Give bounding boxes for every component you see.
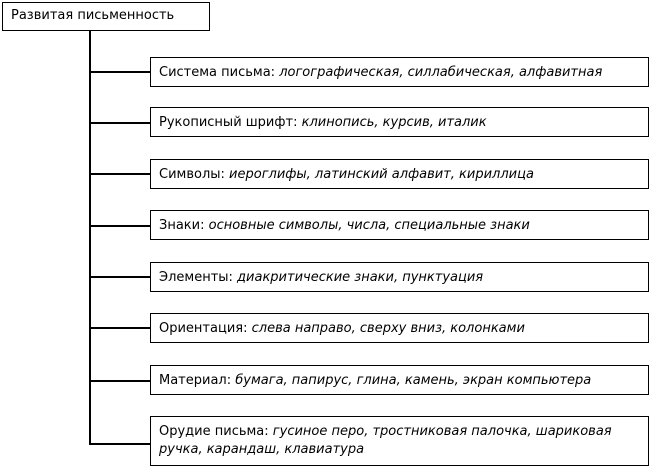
branch-connector bbox=[89, 380, 150, 382]
node-label: Рукописный шрифт: bbox=[159, 115, 298, 130]
node-label: Орудие письма: bbox=[159, 424, 269, 439]
node-items: диакритические знаки, пунктуация bbox=[237, 270, 484, 285]
node-signs bbox=[150, 210, 649, 240]
node-writing-system bbox=[150, 57, 649, 87]
trunk-connector bbox=[89, 31, 91, 444]
root-node bbox=[2, 2, 210, 31]
node-items: слева направо, сверху вниз, колонками bbox=[251, 321, 525, 336]
branch-connector bbox=[89, 225, 150, 227]
branch-connector bbox=[89, 443, 150, 445]
node-label: Ориентация: bbox=[159, 321, 248, 336]
branch-connector bbox=[89, 276, 150, 278]
node-items: основные символы, числа, специальные знаки bbox=[208, 218, 530, 233]
node-handwriting bbox=[150, 107, 649, 137]
node-items: логографическая, силлабическая, алфавитная bbox=[279, 65, 603, 80]
node-label: Знаки: bbox=[159, 218, 205, 233]
node-items: клинопись, курсив, италик bbox=[301, 115, 487, 130]
node-label: Система письма: bbox=[159, 65, 276, 80]
node-items: гусиное перо, тростниковая палочка, шариковая ручка, карандаш, клавиатура bbox=[159, 424, 612, 457]
node-symbols bbox=[150, 159, 649, 189]
node-elements bbox=[150, 262, 649, 292]
node-label: Материал: bbox=[159, 373, 232, 388]
node-writing-tool bbox=[150, 416, 649, 466]
branch-connector bbox=[89, 173, 150, 175]
node-label: Символы: bbox=[159, 167, 225, 182]
branch-connector bbox=[89, 71, 150, 73]
root-node-label: Развитая письменность bbox=[11, 8, 175, 23]
node-items: бумага, папирус, глина, камень, экран компьютера bbox=[235, 373, 592, 388]
branch-connector bbox=[89, 327, 150, 329]
node-orientation bbox=[150, 313, 649, 343]
branch-connector bbox=[89, 122, 150, 124]
node-material bbox=[150, 365, 649, 395]
node-items: иероглифы, латинский алфавит, кириллица bbox=[229, 167, 534, 182]
node-label: Элементы: bbox=[159, 270, 233, 285]
